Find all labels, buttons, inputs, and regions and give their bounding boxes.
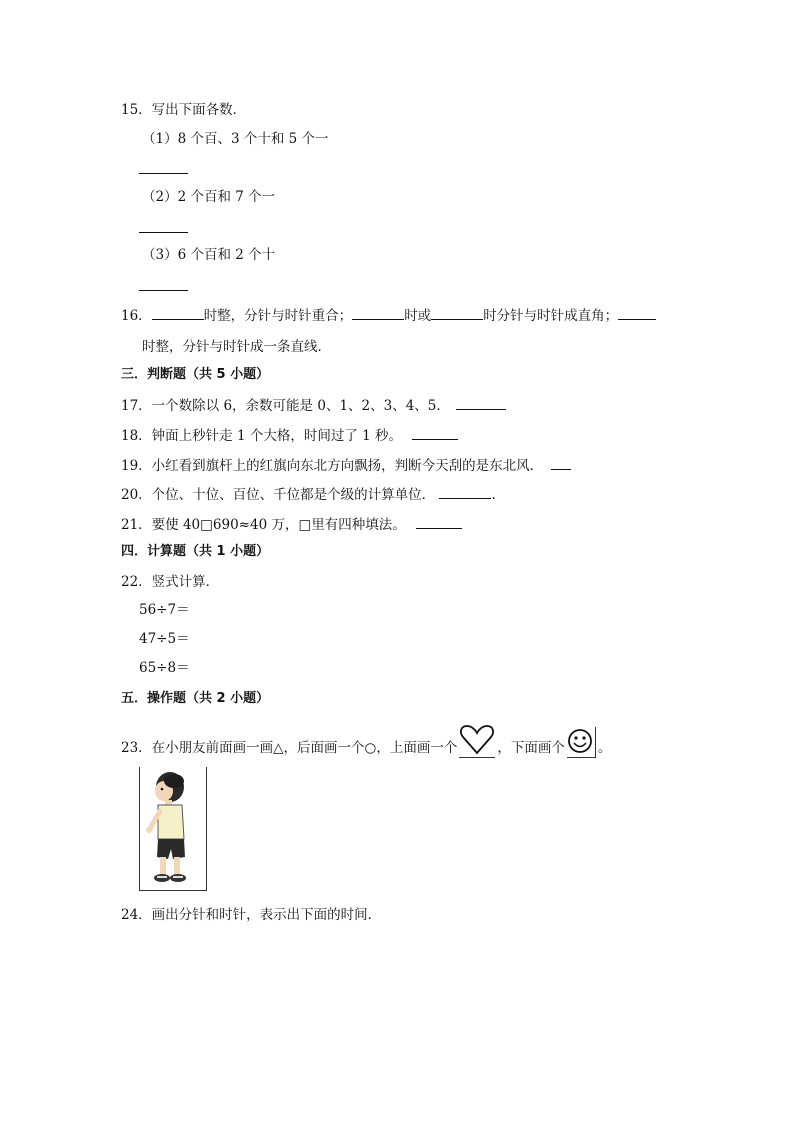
q21-answer-blank[interactable] <box>416 514 462 529</box>
q22-item-3: 65÷8＝ <box>139 660 190 676</box>
q22-item-2: 47÷5＝ <box>139 631 190 647</box>
section-3-heading: 三．判断题（共 5 小题） <box>121 367 270 382</box>
q16-blank-3[interactable] <box>431 305 483 320</box>
q15-item-3: （3）6 个百和 2 个十 <box>142 247 276 263</box>
q17-answer-blank[interactable] <box>456 395 506 410</box>
q16-blank-1[interactable] <box>152 305 204 320</box>
q18-text: 18．钟面上秒针走 1 个大格，时间过了 1 秒。 <box>121 428 403 444</box>
q16-blank-2[interactable] <box>352 305 404 320</box>
q18-answer-blank[interactable] <box>412 425 458 440</box>
q15-stem: 15．写出下面各数． <box>121 102 247 118</box>
section-4-heading: 四．计算题（共 1 小题） <box>121 544 270 559</box>
q16-line-1 <box>121 305 656 325</box>
q23-text-b: ，下面画个 <box>497 740 565 756</box>
heart-icon <box>459 723 495 758</box>
q15-answer-blank-2[interactable] <box>139 232 188 233</box>
q22-stem: 22．竖式计算． <box>121 574 220 590</box>
q19-answer-blank[interactable] <box>551 455 571 470</box>
q15-item-1: （1）8 个百、3 个十和 5 个一 <box>142 131 329 147</box>
q16-blank-4[interactable] <box>618 305 656 320</box>
q20 <box>121 484 496 504</box>
child-figure-image <box>139 767 207 891</box>
q16-text-1: 时整，分针与时针重合； <box>203 308 353 324</box>
q15-answer-blank-3[interactable] <box>139 290 188 291</box>
q20-answer-blank[interactable] <box>439 484 491 499</box>
q16-line-2: 时整，分针与时针成一条直线． <box>142 339 331 355</box>
q23-text-a: 23．在小朋友前面画一画△，后面画一个○，上面画一个 <box>121 740 458 756</box>
q22-item-1: 56÷7＝ <box>139 602 190 618</box>
q17 <box>121 395 506 415</box>
q16-text-3: 时分针与时针成直角； <box>483 308 619 324</box>
q18 <box>121 425 458 445</box>
q17-text: 17．一个数除以 6，余数可能是 0、1、2、3、4、5． <box>121 398 450 414</box>
smiley-icon <box>567 727 596 758</box>
q15-answer-blank-1[interactable] <box>139 173 188 174</box>
q16-number: 16． <box>121 308 152 324</box>
q19-text: 19．小红看到旗杆上的红旗向东北方向飘扬，判断今天刮的是东北风． <box>121 458 544 474</box>
section-5-heading: 五．操作题（共 2 小题） <box>121 691 270 706</box>
q21-text: 21．要使 40□690≈40 万，□里有四种填法。 <box>121 517 406 533</box>
q15-item-2: （2）2 个百和 7 个一 <box>142 189 276 205</box>
q19 <box>121 455 571 475</box>
q20-text: 20．个位、十位、百位、千位都是个级的计算单位． <box>121 487 436 503</box>
q20-period: . <box>491 487 496 503</box>
q21 <box>121 514 462 534</box>
q16-text-2: 时或 <box>404 308 432 324</box>
q24: 24．画出分针和时针，表示出下面的时间． <box>121 907 382 923</box>
q23-text-c: 。 <box>597 740 612 756</box>
q23 <box>121 731 611 766</box>
